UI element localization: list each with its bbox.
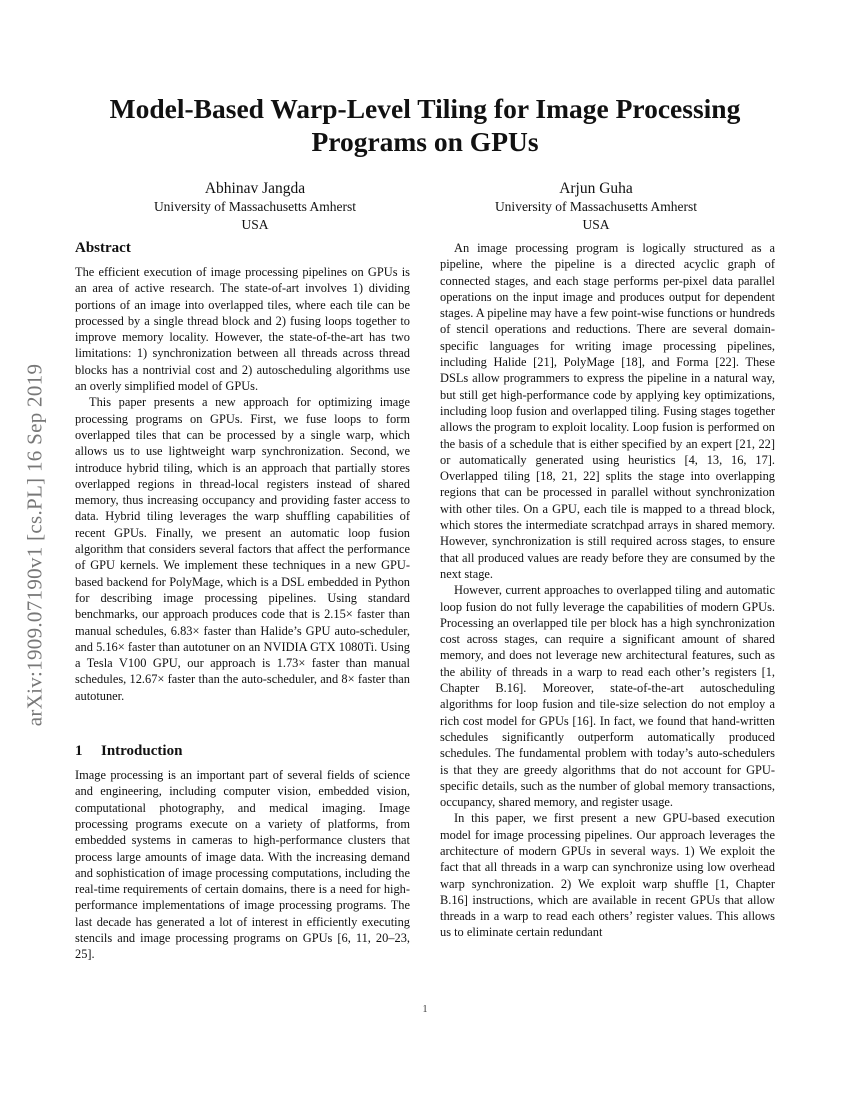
arxiv-sidebar <box>24 300 46 790</box>
section-title: Introduction <box>101 743 183 760</box>
right-column <box>440 240 775 941</box>
author-country: USA <box>241 217 269 232</box>
author-affiliation: University of Massachusetts Amherst <box>494 199 698 214</box>
introduction-paragraph-2: An image processing program is logically structured as a pipeline, where the pipeline is a directed acyclic graph of connected stages, and each stage performs per-pixel data parallel operations on the input image and produces output for dependent stages. A pipeline may have a few point-wise functions or hundreds of stencil operations and reductions. There are several domain-specific languages for writing image processing pipelines, including Halide [21], PolyMage [18], and Forma [22]. These DSLs allow programmers to express the pipeline in a natural way, but still get high-performance code by applying key optimizations, including loop fusion and overlapped tiling. Fusing stages together allows the program to exploit locality. Loop fusion is performed on the basis of a schedule that is either specified by an expert [21, 22] or automatically generated using heuristics [4, 13, 16, 17]. Overlapped tiling [18, 21, 22] splits the stage into overlapping regions that can be processed in parallel without synchronization with other tiles. On a GPU, each tile is mapped to a thread block, which stores the intermediate scratchpad arrays in shared memory. However, synchronization is still required across stages, to ensure that all produced values are ready before they are consumed by the next stage. <box>440 241 775 581</box>
author-name: Arjun Guha <box>559 180 633 197</box>
author-name: Abhinav Jangda <box>204 180 306 197</box>
introduction-paragraph-4: In this paper, we first present a new GPU-based execution model for image processing pipelines. Our approach leverages the architecture of modern GPUs in several ways. 1) We exploit the fact that all threads in a warp can synchronize using low overhead warp synchronization. 2) We exploit warp shuffle [1, Chapter B.16] instructions, which are available in recent GPUs that allow threads in a warp to read each others’ register values. This allows us to eliminate certain redundant <box>440 811 775 940</box>
page-number: 1 <box>422 1004 428 1015</box>
introduction-paragraph-3: However, current approaches to overlapped tiling and automatic loop fusion do not fully leverage the capabilities of modern GPUs. Processing an overlapped tile per block has a high synchronization cost across stages, can require a significant amount of shared memory, and does not leverage new architectural features, such as the ability of threads in a warp to read each other’s registers [1, Chapter B.16]. Moreover, state-of-the-art autoscheduling algorithms for loop fusion and tile-size selection do not employ a rich cost model for GPUs [16]. In fact, we found that hand-written schedules significantly outperform automatically produced schedules. The fundamental problem with today’s auto-schedulers is that they are greedy algorithms that do not account for GPU-specific details, such as the number of global memory transactions, occupancy, shared memory, and register usage. <box>440 583 775 810</box>
left-column <box>75 238 410 963</box>
title-line-2: Programs on GPUs <box>311 126 539 157</box>
author-country: USA <box>582 217 610 232</box>
title-line-1: Model-Based Warp-Level Tiling for Image Processing <box>109 93 741 124</box>
author-block-1 <box>95 180 415 234</box>
paper-title <box>70 92 780 158</box>
introduction-heading <box>75 741 410 761</box>
abstract-paragraph-1: The efficient execution of image processing pipelines on GPUs is an area of active research. The state-of-art involves 1) dividing portions of an image into overlapped tiles, where each tile can be processed by a single thread block and 2) fusing loops together to improve memory locality. However, the state-of-the-art has two limitations: 1) synchronization between all threads across thread blocks has a nontrivial cost and 2) autoscheduling algorithms use an overly simplified model of GPUs. <box>75 265 410 394</box>
abstract-paragraph-2: This paper presents a new approach for optimizing image processing programs on GPUs. First, we fuse loops to form overlapped tiles that can be processed by a single warp, which allows us to use lightweight warp synchronization. Second, we introduce hybrid tiling, which is an approach that partially stores overlapped regions in thread-local registers instead of shared memory, thus increasing occupancy and providing faster access to data. Hybrid tiling leverages the warp shuffling capabilities of recent GPUs. Finally, we present an automatic loop fusion algorithm that considers several factors that affect the performance of GPU kernels. We implement these techniques in a new GPU-based backend for PolyMage, which is a DSL embedded in Python for describing image processing pipelines. Using standard benchmarks, our approach produces code that is 2.15× faster than manual schedules, 6.83× faster than Halide’s GPU auto-scheduler, and 5.16× faster than autotuner on an NVIDIA GTX 1080Ti. Using a Tesla V100 GPU, our approach is 1.73× faster than manual schedules, 12.67× faster than the auto-scheduler, and 8× faster than autotuner. <box>75 395 410 703</box>
abstract-heading: Abstract <box>75 240 131 256</box>
author-block-2 <box>436 180 756 234</box>
section-number: 1 <box>75 743 83 760</box>
introduction-paragraph-1: Image processing is an important part of several fields of science and engineering, including computer vision, embedded vision, computational photography, and medical imaging. Image processing programs execute on a variety of platforms, from embedded systems in cameras to high-performance clusters that process large amounts of image data. With the increasing demand and sophistication of image processing computations, including the real-time requirements of certain domains, there is a need for high-performance implementations of image processing programs. The last decade has generated a lot of interest in efficiently executing stencils and image processing programs on GPUs [6, 11, 20–23, 25]. <box>75 768 410 962</box>
author-affiliation: University of Massachusetts Amherst <box>153 199 357 214</box>
arxiv-identifier: arXiv:1909.07190v1 [cs.PL] 16 Sep 2019 <box>22 363 47 727</box>
